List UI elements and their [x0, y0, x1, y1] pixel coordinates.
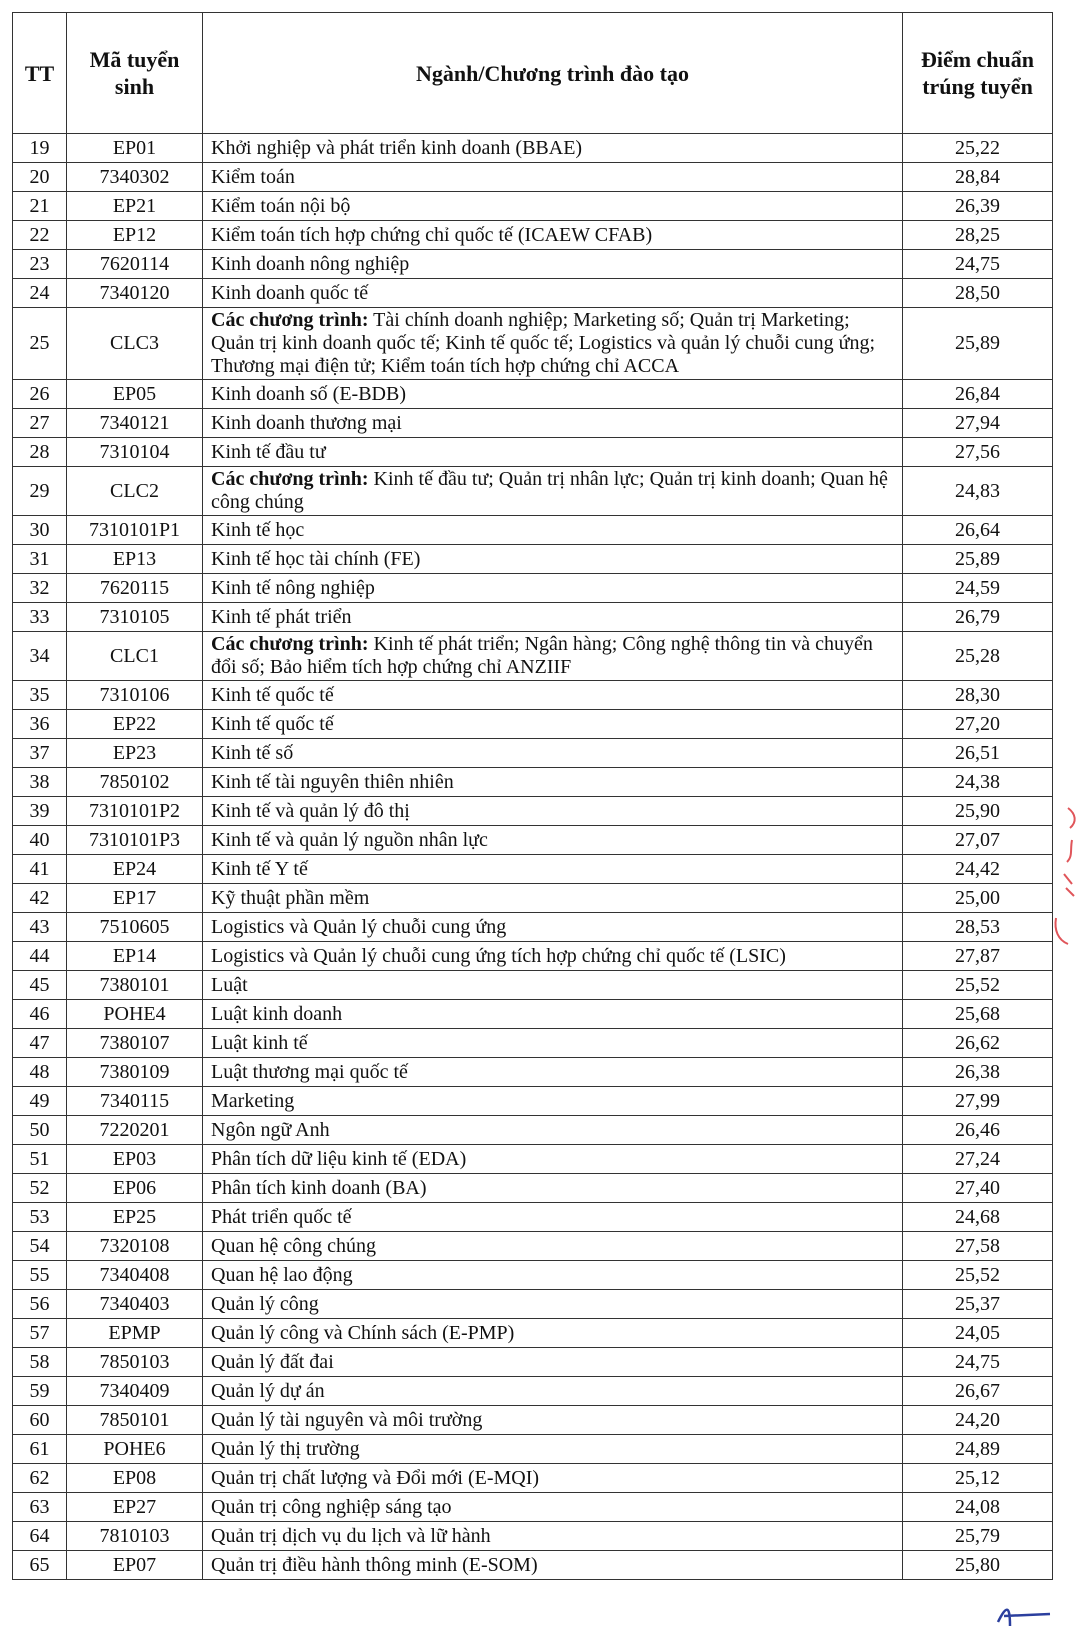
admission-code: EP12: [67, 221, 203, 250]
program-name: Kinh tế học tài chính (FE): [211, 547, 421, 570]
admission-code: CLC3: [67, 308, 203, 380]
cutoff-score: 26,84: [903, 380, 1053, 409]
row-number: 35: [13, 681, 67, 710]
cutoff-score: 27,99: [903, 1087, 1053, 1116]
table-row: [13, 545, 1053, 574]
program-name: Kỹ thuật phần mềm: [211, 886, 370, 909]
program-name: Quản trị điều hành thông minh (E-SOM): [211, 1553, 538, 1576]
table-row: [13, 1348, 1053, 1377]
program-name: Luật kinh doanh: [211, 1002, 343, 1025]
table-row: [13, 574, 1053, 603]
program-name-cell: [203, 1435, 903, 1464]
row-number: 34: [13, 632, 67, 681]
program-name-cell: [203, 438, 903, 467]
cutoff-score: 28,25: [903, 221, 1053, 250]
header-score: Điểm chuẩn trúng tuyển: [903, 13, 1053, 134]
admission-code: EP23: [67, 739, 203, 768]
program-name-cell: [203, 1319, 903, 1348]
program-name: Kiểm toán: [211, 165, 295, 188]
admission-code: 7380109: [67, 1058, 203, 1087]
program-name-cell: [203, 1551, 903, 1580]
row-number: 24: [13, 279, 67, 308]
row-number: 43: [13, 913, 67, 942]
program-name: Quản trị công nghiệp sáng tạo: [211, 1495, 452, 1518]
table-row: [13, 710, 1053, 739]
row-number: 57: [13, 1319, 67, 1348]
cutoff-score: 24,59: [903, 574, 1053, 603]
admission-code: 7850102: [67, 768, 203, 797]
row-number: 42: [13, 884, 67, 913]
table-row: [13, 250, 1053, 279]
admission-code: CLC1: [67, 632, 203, 681]
cutoff-score: 25,68: [903, 1000, 1053, 1029]
table-row: [13, 1464, 1053, 1493]
program-name-cell: [203, 603, 903, 632]
admission-code: EP14: [67, 942, 203, 971]
table-row: [13, 192, 1053, 221]
program-name-cell: [203, 1000, 903, 1029]
row-number: 56: [13, 1290, 67, 1319]
table-row: [13, 768, 1053, 797]
admission-code: 7340115: [67, 1087, 203, 1116]
admission-code: 7810103: [67, 1522, 203, 1551]
table-row: [13, 1000, 1053, 1029]
program-name-cell: [203, 1116, 903, 1145]
cutoff-score: 25,89: [903, 308, 1053, 380]
table-row: [13, 1522, 1053, 1551]
row-number: 59: [13, 1377, 67, 1406]
cutoff-score: 25,80: [903, 1551, 1053, 1580]
program-name: Quản lý thị trường: [211, 1437, 360, 1460]
program-name-cell: [203, 1203, 903, 1232]
row-number: 60: [13, 1406, 67, 1435]
table-row: [13, 380, 1053, 409]
admission-code: EP22: [67, 710, 203, 739]
cutoff-score: 28,84: [903, 163, 1053, 192]
admission-code: POHE6: [67, 1435, 203, 1464]
program-name-cell: [203, 884, 903, 913]
program-name-cell: [203, 1464, 903, 1493]
cutoff-score: 24,89: [903, 1435, 1053, 1464]
row-number: 44: [13, 942, 67, 971]
program-name: Logistics và Quản lý chuỗi cung ứng tích hợp chứng chỉ quốc tế (LSIC): [211, 944, 786, 967]
cutoff-score: 28,53: [903, 913, 1053, 942]
row-number: 22: [13, 221, 67, 250]
cutoff-score: 24,42: [903, 855, 1053, 884]
table-row: [13, 1377, 1053, 1406]
cutoff-score: 27,07: [903, 826, 1053, 855]
cutoff-score: 27,87: [903, 942, 1053, 971]
table-row: [13, 467, 1053, 516]
cutoff-score: 25,28: [903, 632, 1053, 681]
program-name-cell: [203, 1377, 903, 1406]
program-name-cell: [203, 739, 903, 768]
program-name: Phân tích dữ liệu kinh tế (EDA): [211, 1147, 467, 1170]
table-row: [13, 1551, 1053, 1580]
program-name: Kinh tế và quản lý đô thị: [211, 799, 410, 822]
admission-code: EPMP: [67, 1319, 203, 1348]
program-name: Luật: [211, 973, 248, 996]
table-row: [13, 826, 1053, 855]
row-number: 64: [13, 1522, 67, 1551]
table-row: [13, 1116, 1053, 1145]
table-row: [13, 603, 1053, 632]
program-name: Quan hệ công chúng: [211, 1234, 376, 1257]
program-name-cell: [203, 574, 903, 603]
program-name: Quản lý dự án: [211, 1379, 325, 1402]
admission-code: 7310106: [67, 681, 203, 710]
row-number: 46: [13, 1000, 67, 1029]
cutoff-score: 26,51: [903, 739, 1053, 768]
program-name: Tài chính doanh nghiệp; Marketing số; Quản trị Marketing; Quản trị kinh doanh quốc tế; Kinh tế quốc tế; Logistics và quản lý chuỗi cung ứng; Thương mại điện tử; Kiểm toán tích hợp chứng chỉ ACCA: [211, 309, 876, 377]
program-name-cell: [203, 380, 903, 409]
row-number: 49: [13, 1087, 67, 1116]
row-number: 21: [13, 192, 67, 221]
admission-code: POHE4: [67, 1000, 203, 1029]
table-row: [13, 1406, 1053, 1435]
table-row: [13, 1203, 1053, 1232]
admission-code: 7340409: [67, 1377, 203, 1406]
program-name: Kinh tế học: [211, 518, 305, 541]
row-number: 39: [13, 797, 67, 826]
admission-code: 7620114: [67, 250, 203, 279]
table-row: [13, 1290, 1053, 1319]
header-code: Mã tuyển sinh: [67, 13, 203, 134]
table-row: [13, 884, 1053, 913]
cutoff-score: 25,89: [903, 545, 1053, 574]
row-number: 36: [13, 710, 67, 739]
table-row: [13, 1319, 1053, 1348]
table-row: [13, 913, 1053, 942]
admission-code: EP07: [67, 1551, 203, 1580]
admission-code: EP05: [67, 380, 203, 409]
cutoff-score: 24,75: [903, 250, 1053, 279]
row-number: 65: [13, 1551, 67, 1580]
row-number: 40: [13, 826, 67, 855]
cutoff-score: 25,37: [903, 1290, 1053, 1319]
program-name: Kinh tế đầu tư: [211, 440, 326, 463]
program-name: Kinh tế tài nguyên thiên nhiên: [211, 770, 454, 793]
table-row: [13, 134, 1053, 163]
table-row: [13, 279, 1053, 308]
admission-code: 7620115: [67, 574, 203, 603]
program-name: Kinh tế nông nghiệp: [211, 576, 375, 599]
admission-code: 7310101P2: [67, 797, 203, 826]
cutoff-score: 27,40: [903, 1174, 1053, 1203]
table-row: [13, 1029, 1053, 1058]
admission-code: EP21: [67, 192, 203, 221]
program-name: Luật thương mại quốc tế: [211, 1060, 408, 1083]
program-name-cell: [203, 1145, 903, 1174]
program-name: Kinh doanh thương mại: [211, 411, 402, 434]
cutoff-score: 24,08: [903, 1493, 1053, 1522]
row-number: 29: [13, 467, 67, 516]
row-number: 25: [13, 308, 67, 380]
program-name-cell: [203, 768, 903, 797]
program-name-cell: [203, 1087, 903, 1116]
table-row: [13, 797, 1053, 826]
admission-code: 7340120: [67, 279, 203, 308]
admission-score-table: [12, 12, 1053, 1580]
program-name-cell: [203, 855, 903, 884]
cutoff-score: 26,38: [903, 1058, 1053, 1087]
admission-code: EP08: [67, 1464, 203, 1493]
cutoff-score: 27,24: [903, 1145, 1053, 1174]
program-name-cell: [203, 913, 903, 942]
program-name: Kinh tế và quản lý nguồn nhân lực: [211, 828, 488, 851]
admission-code: EP24: [67, 855, 203, 884]
admission-code: 7850103: [67, 1348, 203, 1377]
cutoff-score: 26,39: [903, 192, 1053, 221]
table-row: [13, 855, 1053, 884]
admission-code: EP01: [67, 134, 203, 163]
program-name-cell: [203, 163, 903, 192]
row-number: 20: [13, 163, 67, 192]
program-name-cell: [203, 545, 903, 574]
program-name: Kiểm toán tích hợp chứng chỉ quốc tế (ICAEW CFAB): [211, 223, 653, 246]
row-number: 26: [13, 380, 67, 409]
admission-code: 7510605: [67, 913, 203, 942]
row-number: 32: [13, 574, 67, 603]
table-row: [13, 221, 1053, 250]
program-name-cell: [203, 681, 903, 710]
table-row: [13, 942, 1053, 971]
program-name-cell: [203, 409, 903, 438]
program-name-cell: [203, 467, 903, 516]
admission-code: EP06: [67, 1174, 203, 1203]
program-name-cell: [203, 1261, 903, 1290]
table-row: [13, 1232, 1053, 1261]
admission-score-table-wrapper: [12, 12, 1052, 1580]
program-name-cell: [203, 1406, 903, 1435]
cutoff-score: 25,22: [903, 134, 1053, 163]
program-name: Marketing: [211, 1089, 295, 1112]
program-name: Quản lý công: [211, 1292, 319, 1315]
program-group-prefix: Các chương trình:: [211, 309, 369, 331]
program-name-cell: [203, 1058, 903, 1087]
admission-code: EP25: [67, 1203, 203, 1232]
admission-code: 7310101P3: [67, 826, 203, 855]
row-number: 63: [13, 1493, 67, 1522]
admission-code: EP17: [67, 884, 203, 913]
admission-code: 7220201: [67, 1116, 203, 1145]
program-name: Kinh tế đầu tư; Quản trị nhân lực; Quản trị kinh doanh; Quan hệ công chúng: [211, 468, 888, 513]
cutoff-score: 25,79: [903, 1522, 1053, 1551]
header-program: Ngành/Chương trình đào tạo: [203, 13, 903, 134]
table-row: [13, 1493, 1053, 1522]
cutoff-score: 27,56: [903, 438, 1053, 467]
cutoff-score: 27,20: [903, 710, 1053, 739]
cutoff-score: 24,75: [903, 1348, 1053, 1377]
program-name: Kinh tế phát triển: [211, 605, 352, 628]
cutoff-score: 25,52: [903, 1261, 1053, 1290]
program-name: Khởi nghiệp và phát triển kinh doanh (BBAE): [211, 136, 583, 159]
program-name: Quản trị chất lượng và Đổi mới (E-MQI): [211, 1466, 540, 1489]
table-header-row: [13, 13, 1053, 134]
program-name: Kinh tế quốc tế: [211, 712, 334, 735]
row-number: 33: [13, 603, 67, 632]
program-name-cell: [203, 710, 903, 739]
cutoff-score: 26,67: [903, 1377, 1053, 1406]
program-name-cell: [203, 942, 903, 971]
admission-code: 7310101P1: [67, 516, 203, 545]
row-number: 53: [13, 1203, 67, 1232]
table-row: [13, 308, 1053, 380]
row-number: 27: [13, 409, 67, 438]
cutoff-score: 27,94: [903, 409, 1053, 438]
cutoff-score: 26,64: [903, 516, 1053, 545]
cutoff-score: 28,30: [903, 681, 1053, 710]
cutoff-score: 28,50: [903, 279, 1053, 308]
admission-code: 7340121: [67, 409, 203, 438]
admission-code: 7340403: [67, 1290, 203, 1319]
row-number: 41: [13, 855, 67, 884]
row-number: 62: [13, 1464, 67, 1493]
admission-code: 7340408: [67, 1261, 203, 1290]
program-name-cell: [203, 797, 903, 826]
program-name-cell: [203, 971, 903, 1000]
cutoff-score: 24,20: [903, 1406, 1053, 1435]
program-group-prefix: Các chương trình:: [211, 468, 369, 490]
admission-code: CLC2: [67, 467, 203, 516]
program-name-cell: [203, 192, 903, 221]
program-name-cell: [203, 632, 903, 681]
program-name: Phân tích kinh doanh (BA): [211, 1176, 427, 1199]
row-number: 37: [13, 739, 67, 768]
program-name: Kinh doanh quốc tế: [211, 281, 369, 304]
table-row: [13, 1145, 1053, 1174]
cutoff-score: 24,68: [903, 1203, 1053, 1232]
program-name: Ngôn ngữ Anh: [211, 1118, 330, 1141]
table-row: [13, 1261, 1053, 1290]
red-stamp-icon: [1046, 800, 1082, 950]
table-row: [13, 971, 1053, 1000]
program-name-cell: [203, 279, 903, 308]
row-number: 52: [13, 1174, 67, 1203]
program-name: Kinh tế Y tế: [211, 857, 308, 880]
program-name-cell: [203, 1493, 903, 1522]
program-name: Quản lý đất đai: [211, 1350, 334, 1373]
table-row: [13, 516, 1053, 545]
table-row: [13, 163, 1053, 192]
program-name: Logistics và Quản lý chuỗi cung ứng: [211, 915, 507, 938]
program-name-cell: [203, 1232, 903, 1261]
admission-code: EP13: [67, 545, 203, 574]
admission-code: 7340302: [67, 163, 203, 192]
table-row: [13, 438, 1053, 467]
table-row: [13, 1174, 1053, 1203]
cutoff-score: 26,62: [903, 1029, 1053, 1058]
program-name: Luật kinh tế: [211, 1031, 308, 1054]
row-number: 55: [13, 1261, 67, 1290]
cutoff-score: 24,83: [903, 467, 1053, 516]
header-tt: TT: [13, 13, 67, 134]
admission-code: 7380107: [67, 1029, 203, 1058]
program-name: Kinh tế quốc tế: [211, 683, 334, 706]
row-number: 19: [13, 134, 67, 163]
program-name-cell: [203, 1290, 903, 1319]
row-number: 50: [13, 1116, 67, 1145]
cutoff-score: 25,00: [903, 884, 1053, 913]
program-name: Phát triển quốc tế: [211, 1205, 352, 1228]
program-name: Kinh tế phát triển; Ngân hàng; Công nghệ thông tin và chuyển đổi số; Bảo hiểm tích hợp chứng chỉ ANZIIF: [211, 633, 873, 678]
program-name: Quản trị dịch vụ du lịch và lữ hành: [211, 1524, 491, 1547]
table-row: [13, 632, 1053, 681]
program-name-cell: [203, 516, 903, 545]
row-number: 38: [13, 768, 67, 797]
table-row: [13, 1435, 1053, 1464]
admission-code: 7310104: [67, 438, 203, 467]
row-number: 45: [13, 971, 67, 1000]
admission-code: EP03: [67, 1145, 203, 1174]
row-number: 28: [13, 438, 67, 467]
table-body: [13, 134, 1053, 1580]
cutoff-score: 26,46: [903, 1116, 1053, 1145]
row-number: 31: [13, 545, 67, 574]
row-number: 61: [13, 1435, 67, 1464]
cutoff-score: 25,12: [903, 1464, 1053, 1493]
program-name-cell: [203, 826, 903, 855]
row-number: 48: [13, 1058, 67, 1087]
signature-mark-icon: [990, 1600, 1060, 1630]
program-name-cell: [203, 134, 903, 163]
cutoff-score: 24,38: [903, 768, 1053, 797]
cutoff-score: 25,90: [903, 797, 1053, 826]
program-name-cell: [203, 1522, 903, 1551]
program-group-prefix: Các chương trình:: [211, 633, 369, 655]
table-row: [13, 1058, 1053, 1087]
program-name-cell: [203, 250, 903, 279]
cutoff-score: 27,58: [903, 1232, 1053, 1261]
program-name: Quan hệ lao động: [211, 1263, 353, 1286]
program-name: Quản lý tài nguyên và môi trường: [211, 1408, 483, 1431]
admission-code: 7320108: [67, 1232, 203, 1261]
row-number: 47: [13, 1029, 67, 1058]
program-name: Kinh tế số: [211, 741, 294, 764]
program-name: Kinh doanh số (E-BDB): [211, 382, 406, 405]
row-number: 51: [13, 1145, 67, 1174]
program-name: Kinh doanh nông nghiệp: [211, 252, 410, 275]
cutoff-score: 26,79: [903, 603, 1053, 632]
program-name-cell: [203, 1348, 903, 1377]
program-name: Quản lý công và Chính sách (E-PMP): [211, 1321, 515, 1344]
program-name-cell: [203, 1174, 903, 1203]
table-row: [13, 1087, 1053, 1116]
row-number: 58: [13, 1348, 67, 1377]
table-row: [13, 409, 1053, 438]
row-number: 30: [13, 516, 67, 545]
admission-code: EP27: [67, 1493, 203, 1522]
cutoff-score: 24,05: [903, 1319, 1053, 1348]
row-number: 23: [13, 250, 67, 279]
program-name-cell: [203, 1029, 903, 1058]
row-number: 54: [13, 1232, 67, 1261]
table-row: [13, 681, 1053, 710]
admission-code: 7310105: [67, 603, 203, 632]
admission-code: 7380101: [67, 971, 203, 1000]
table-row: [13, 739, 1053, 768]
program-name-cell: [203, 308, 903, 380]
program-name: Kiểm toán nội bộ: [211, 194, 351, 217]
admission-code: 7850101: [67, 1406, 203, 1435]
program-name-cell: [203, 221, 903, 250]
cutoff-score: 25,52: [903, 971, 1053, 1000]
